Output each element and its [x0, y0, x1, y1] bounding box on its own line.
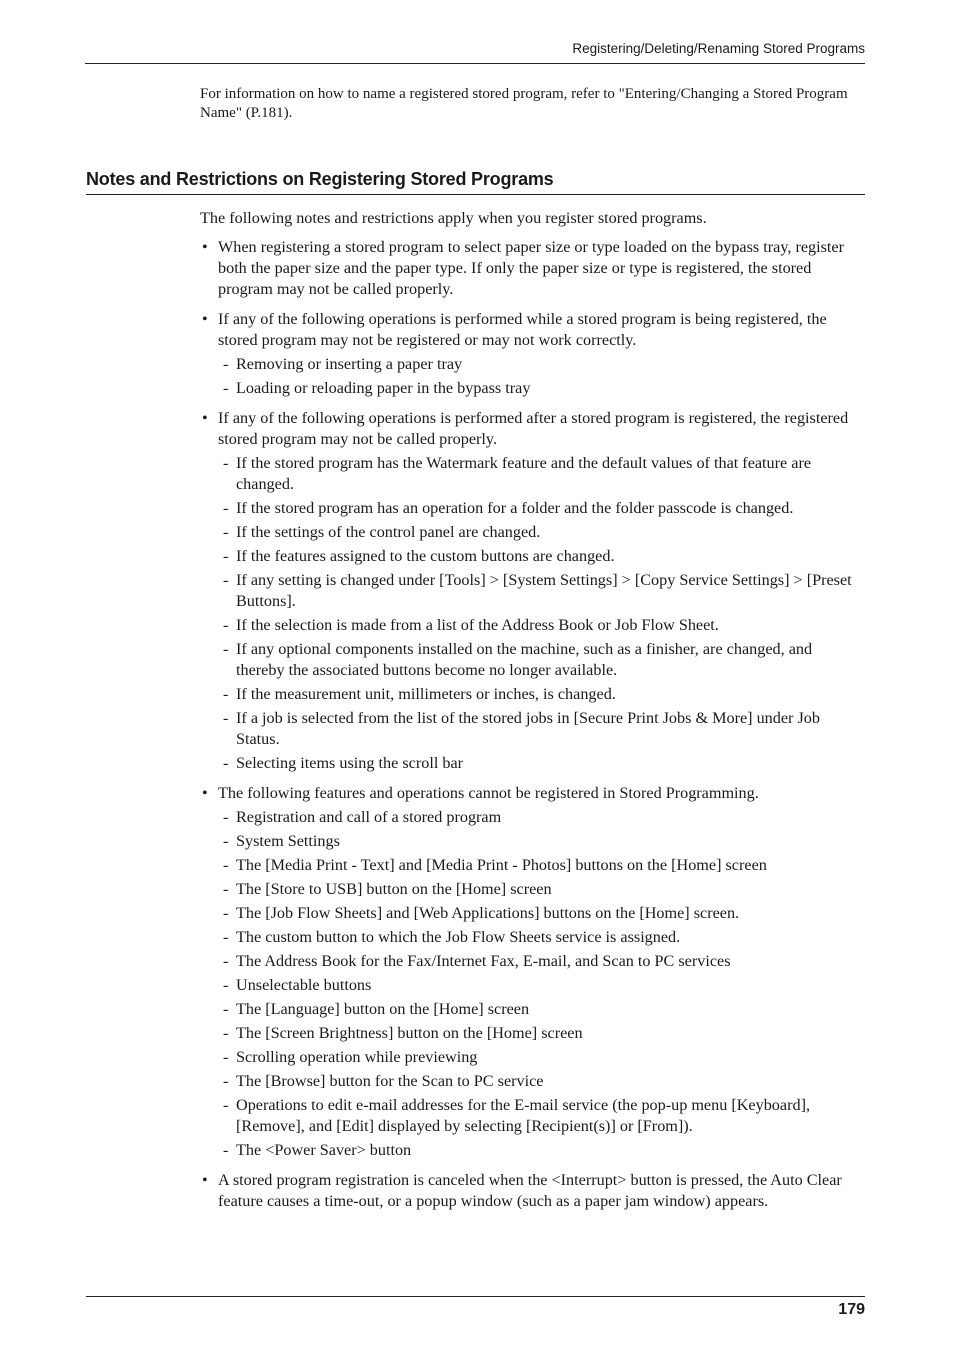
sub-item — [218, 1071, 864, 1092]
sub-item-text: If the measurement unit, millimeters or inches, is changed. — [236, 685, 616, 703]
intro-note: For information on how to name a registered stored program, refer to "Entering/Changing a Stored Program Name" (P.181). — [200, 86, 848, 121]
sub-item — [218, 615, 864, 636]
dash-marker: - — [223, 685, 229, 703]
dash-marker: - — [223, 856, 229, 874]
dash-marker: - — [223, 1000, 229, 1018]
dash-marker: - — [223, 640, 229, 658]
sub-item-text: Scrolling operation while previewing — [236, 1048, 478, 1066]
bullet-marker: • — [202, 310, 208, 328]
sub-item — [218, 1095, 864, 1137]
bullet-text: When registering a stored program to select paper size or type loaded on the bypass tray, register both the paper size and the paper type. If only the paper size or type is registered, the stored program may not be called properly. — [218, 238, 844, 298]
sub-list — [218, 354, 864, 399]
dash-marker: - — [223, 355, 229, 373]
sub-item-text: Registration and call of a stored program — [236, 808, 502, 826]
sub-item — [218, 546, 864, 567]
bullet-marker: • — [202, 1171, 208, 1189]
dash-marker: - — [223, 1096, 229, 1114]
bullet-marker: • — [202, 238, 208, 256]
page-number: 179 — [838, 1301, 865, 1318]
dash-marker: - — [223, 952, 229, 970]
sub-item — [218, 831, 864, 852]
running-header — [85, 40, 865, 64]
sub-item — [218, 570, 864, 612]
sub-item — [218, 999, 864, 1020]
dash-marker: - — [223, 880, 229, 898]
sub-item-text: The [Store to USB] button on the [Home] screen — [236, 880, 552, 898]
restrictions-list — [200, 237, 864, 1212]
sub-item — [218, 855, 864, 876]
sub-list — [218, 807, 864, 1161]
dash-marker: - — [223, 454, 229, 472]
sub-item — [218, 453, 864, 495]
sub-item-text: The [Screen Brightness] button on the [Home] screen — [236, 1024, 583, 1042]
dash-marker: - — [223, 1141, 229, 1159]
sub-item-text: The [Language] button on the [Home] screen — [236, 1000, 530, 1018]
dash-marker: - — [223, 754, 229, 772]
sub-item — [218, 639, 864, 681]
sub-item-text: If the features assigned to the custom buttons are changed. — [236, 547, 615, 565]
sub-item-text: If any setting is changed under [Tools] > [System Settings] > [Copy Service Settings] > [Preset Buttons]. — [236, 571, 852, 610]
sub-item — [218, 1047, 864, 1068]
sub-item-text: If any optional components installed on the machine, such as a finisher, are changed, and thereby the associated buttons become no longer available. — [236, 640, 813, 679]
dash-marker: - — [223, 1048, 229, 1066]
sub-item-text: If the settings of the control panel are changed. — [236, 523, 541, 541]
sub-item-text: If the stored program has the Watermark feature and the default values of that feature are changed. — [236, 454, 812, 493]
dash-marker: - — [223, 379, 229, 397]
sub-list — [218, 453, 864, 774]
bullet-text: The following features and operations cannot be registered in Stored Programming. — [218, 784, 759, 802]
sub-item — [218, 498, 864, 519]
sub-item — [218, 903, 864, 924]
bullet-item — [200, 309, 864, 399]
dash-marker: - — [223, 1024, 229, 1042]
running-header-title: Registering/Deleting/Renaming Stored Programs — [572, 41, 865, 56]
sub-item-text: If the selection is made from a list of the Address Book or Job Flow Sheet. — [236, 616, 719, 634]
dash-marker: - — [223, 976, 229, 994]
bullet-marker: • — [202, 784, 208, 802]
dash-marker: - — [223, 571, 229, 589]
bullet-text: If any of the following operations is performed after a stored program is registered, the registered stored program may not be called properly. — [218, 409, 849, 448]
sub-item-text: If a job is selected from the list of the stored jobs in [Secure Print Jobs & More] under Job Status. — [236, 709, 820, 748]
dash-marker: - — [223, 499, 229, 517]
dash-marker: - — [223, 709, 229, 727]
bullet-item — [200, 237, 864, 300]
sub-item-text: System Settings — [236, 832, 340, 850]
running-footer — [86, 1296, 865, 1319]
section-lead: The following notes and restrictions apply when you register stored programs. — [200, 209, 707, 227]
sub-item — [218, 354, 864, 375]
bullet-text: If any of the following operations is performed while a stored program is being registered, the stored program may not be registered or may not work correctly. — [218, 310, 827, 349]
sub-item — [218, 1140, 864, 1161]
dash-marker: - — [223, 904, 229, 922]
sub-item-text: Removing or inserting a paper tray — [236, 355, 463, 373]
sub-item-text: The [Browse] button for the Scan to PC service — [236, 1072, 544, 1090]
dash-marker: - — [223, 808, 229, 826]
sub-item-text: The [Job Flow Sheets] and [Web Applications] buttons on the [Home] screen. — [236, 904, 740, 922]
bullet-text: A stored program registration is canceled when the <Interrupt> button is pressed, the Auto Clear feature causes a time-out, or a popup window (such as a paper jam window) appears. — [218, 1171, 842, 1210]
sub-item-text: If the stored program has an operation for a folder and the folder passcode is changed. — [236, 499, 794, 517]
dash-marker: - — [223, 832, 229, 850]
sub-item — [218, 975, 864, 996]
sub-item — [218, 378, 864, 399]
bullet-item — [200, 1170, 864, 1212]
section-heading: Notes and Restrictions on Registering Stored Programs — [86, 166, 865, 195]
dash-marker: - — [223, 616, 229, 634]
sub-item — [218, 879, 864, 900]
bullet-item — [200, 783, 864, 1161]
sub-item — [218, 708, 864, 750]
sub-item-text: Operations to edit e-mail addresses for the E-mail service (the pop-up menu [Keyboard], [Remove], and [Edit] displayed by selecting [Recipient(s)] or [From]). — [236, 1096, 811, 1135]
sub-item-text: Selecting items using the scroll bar — [236, 754, 464, 772]
sub-item-text: The custom button to which the Job Flow Sheets service is assigned. — [236, 928, 681, 946]
dash-marker: - — [223, 547, 229, 565]
sub-item — [218, 927, 864, 948]
sub-item-text: The Address Book for the Fax/Internet Fax, E-mail, and Scan to PC services — [236, 952, 731, 970]
dash-marker: - — [223, 523, 229, 541]
sub-item-text: The [Media Print - Text] and [Media Print - Photos] buttons on the [Home] screen — [236, 856, 767, 874]
sub-item-text: The <Power Saver> button — [236, 1141, 412, 1159]
sub-item — [218, 753, 864, 774]
sub-item-text: Unselectable buttons — [236, 976, 372, 994]
sub-item — [218, 807, 864, 828]
bullet-marker: • — [202, 409, 208, 427]
sub-item — [218, 1023, 864, 1044]
section-body — [200, 208, 864, 1221]
dash-marker: - — [223, 928, 229, 946]
dash-marker: - — [223, 1072, 229, 1090]
sub-item — [218, 951, 864, 972]
sub-item-text: Loading or reloading paper in the bypass tray — [236, 379, 531, 397]
sub-item — [218, 522, 864, 543]
bullet-item — [200, 408, 864, 774]
sub-item — [218, 684, 864, 705]
